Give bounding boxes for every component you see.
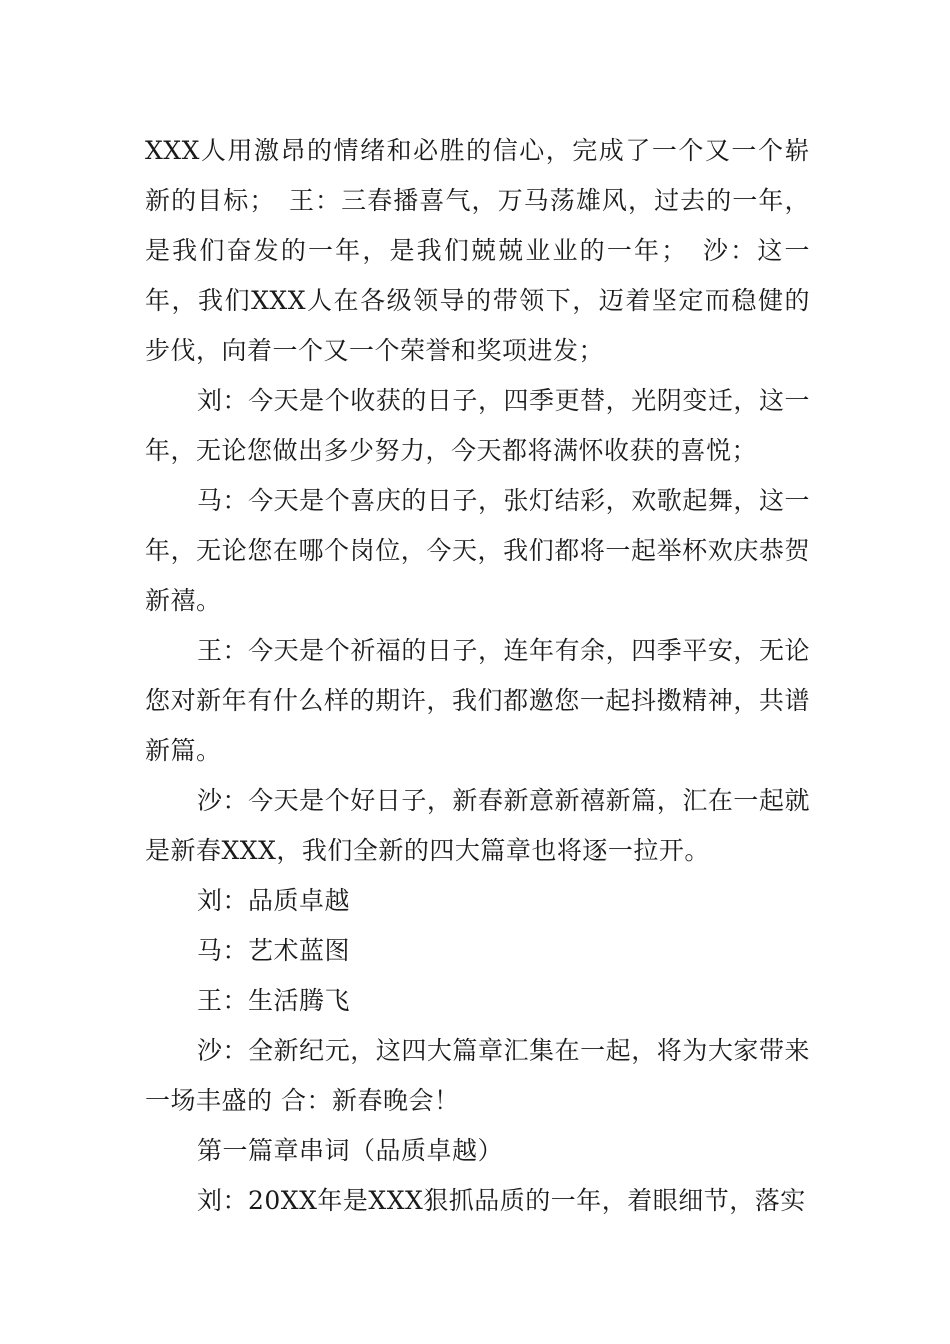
document-body — [145, 126, 810, 1226]
paragraph-liu-quality: 刘：品质卓越 — [197, 886, 351, 915]
paragraph-intro: XXX人用激昂的情绪和必胜的信心，完成了一个又一个崭新的目标； 王：三春播喜气，万马荡雄风，过去的一年，是我们奋发的一年，是我们兢兢业业的一年； 沙：这一年，我们XXX人在各级领导的带领下，迈着坚定而稳健的步伐，向着一个又一个荣誉和奖项进发； — [145, 136, 810, 365]
paragraph-wang-blessing: 王：今天是个祈福的日子，连年有余，四季平安，无论您对新年有什么样的期许，我们都邀您一起抖擞精神，共谱新篇。 — [145, 636, 810, 765]
paragraph-ma-art: 马：艺术蓝图 — [197, 936, 351, 965]
paragraph-liu-20xx: 刘：20XX年是XXX狠抓品质的一年，着眼细节，落实 — [197, 1186, 806, 1215]
paragraph-liu-harvest: 刘：今天是个收获的日子，四季更替，光阴变迁，这一年，无论您做出多少努力，今天都将满怀收获的喜悦； — [145, 386, 810, 465]
paragraph-sha-new-era: 沙：全新纪元，这四大篇章汇集在一起，将为大家带来一场丰盛的 合：新春晚会！ — [145, 1036, 810, 1115]
paragraph-wang-life: 王：生活腾飞 — [197, 986, 351, 1015]
section-heading-chapter-one: 第一篇章串词（品质卓越） — [197, 1136, 504, 1165]
paragraph-ma-festive: 马：今天是个喜庆的日子，张灯结彩，欢歌起舞，这一年，无论您在哪个岗位，今天，我们都将一起举杯欢庆恭贺新禧。 — [145, 486, 810, 615]
paragraph-sha-good-day: 沙：今天是个好日子，新春新意新禧新篇，汇在一起就是新春XXX，我们全新的四大篇章也将逐一拉开。 — [145, 786, 810, 865]
